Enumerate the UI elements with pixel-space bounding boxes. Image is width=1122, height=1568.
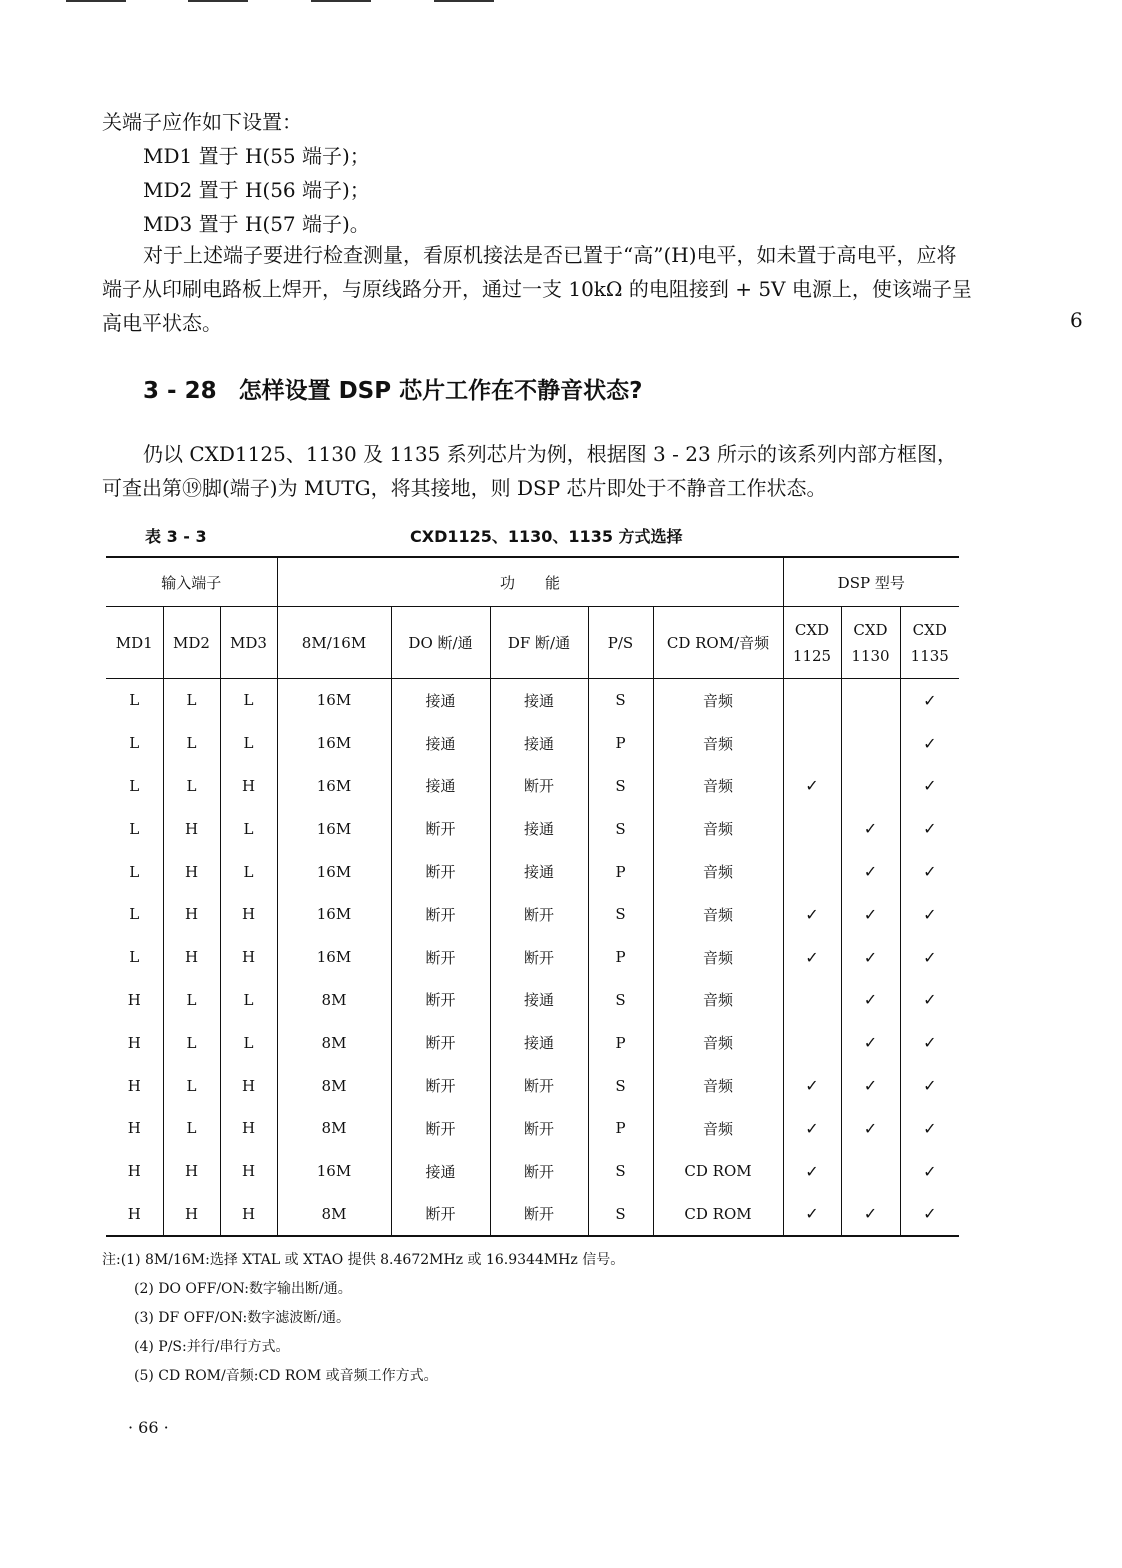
table-row: [106, 979, 959, 1022]
table-cell: 断开: [391, 807, 490, 850]
column-header: DF 断/通: [490, 607, 588, 679]
check-cell: ✓: [841, 1193, 900, 1237]
table-cell: H: [220, 1193, 277, 1237]
check-cell: ✓: [783, 893, 841, 936]
table-cell: 接通: [391, 1150, 490, 1193]
table-cell: L: [163, 1021, 220, 1064]
table-cell: L: [163, 1064, 220, 1107]
table-cell: H: [163, 807, 220, 850]
table-cell: P: [588, 850, 653, 893]
table-row: [106, 679, 959, 722]
check-cell: [841, 679, 900, 722]
note-item: (2) DO OFF/ON:数字输出断/通。: [134, 1281, 352, 1297]
table-cell: 音频: [653, 936, 783, 979]
edge-mark: 6: [1070, 308, 1083, 332]
table-cell: 音频: [653, 979, 783, 1022]
table-cell: H: [127, 1119, 141, 1138]
table-cell: L: [129, 948, 140, 967]
scan-rule: [434, 0, 494, 2]
table-cell: 断开: [391, 1107, 490, 1150]
table-cell: 接通: [490, 679, 588, 722]
table-cell: L: [129, 905, 140, 924]
table-cell: 音频: [653, 893, 783, 936]
check-cell: ✓: [841, 979, 900, 1022]
table-row: [106, 1064, 959, 1107]
table-cell: L: [220, 1021, 277, 1064]
table-cell: 16M: [277, 850, 391, 893]
table-cell: 接通: [391, 679, 490, 722]
table-cell: 断开: [490, 936, 588, 979]
table-cell: 16M: [277, 679, 391, 722]
check-cell: ✓: [900, 765, 959, 808]
section-title: 怎样设置 DSP 芯片工作在不静音状态?: [238, 378, 643, 404]
check-cell: ✓: [783, 1193, 841, 1237]
check-cell: ✓: [841, 893, 900, 936]
table-cell: 断开: [490, 1064, 588, 1107]
check-cell: ✓: [900, 807, 959, 850]
scan-rule: [311, 0, 371, 2]
table-cell: 8M: [277, 1107, 391, 1150]
table-cell: S: [588, 1064, 653, 1107]
intro-md1: MD1 置于 H(55 端子)；: [143, 144, 370, 168]
table-cell: 接通: [490, 850, 588, 893]
table-cell: 断开: [391, 936, 490, 979]
check-cell: ✓: [783, 765, 841, 808]
table-cell: 音频: [653, 722, 783, 765]
table-cell: 8M: [277, 979, 391, 1022]
scan-rule: [66, 0, 126, 2]
table-cell: S: [588, 893, 653, 936]
table-cell: H: [220, 1107, 277, 1150]
table-row: [106, 1107, 959, 1150]
check-cell: ✓: [900, 936, 959, 979]
check-cell: ✓: [841, 1064, 900, 1107]
table-cell: H: [220, 765, 277, 808]
table-cell: 8M: [277, 1193, 391, 1237]
table-cell: 16M: [277, 936, 391, 979]
table-row: [106, 936, 959, 979]
column-header: 8M/16M: [277, 607, 391, 679]
table-cell: 断开: [391, 1193, 490, 1237]
table-cell: S: [588, 979, 653, 1022]
check-cell: ✓: [841, 850, 900, 893]
table-cell: S: [588, 1193, 653, 1237]
header-inputs: 输入端子: [106, 557, 277, 607]
table-row: [106, 765, 959, 808]
table-cell: L: [163, 979, 220, 1022]
check-cell: ✓: [783, 1150, 841, 1193]
table-cell: H: [163, 1193, 220, 1237]
table-row: [106, 722, 959, 765]
header-function: 功 能: [277, 557, 783, 607]
table-cell: S: [588, 679, 653, 722]
table-cell: CD ROM: [653, 1193, 783, 1237]
check-cell: ✓: [783, 1064, 841, 1107]
scan-rule: [188, 0, 248, 2]
column-header: CXD 1130: [841, 607, 900, 679]
check-cell: ✓: [900, 893, 959, 936]
check-cell: ✓: [900, 850, 959, 893]
check-cell: [783, 1021, 841, 1064]
column-header: MD2: [163, 607, 220, 679]
check-cell: [783, 850, 841, 893]
table-cell: 断开: [490, 765, 588, 808]
check-cell: [783, 979, 841, 1022]
header-dsp: DSP 型号: [783, 557, 959, 607]
table-cell: 断开: [391, 1064, 490, 1107]
table-cell: L: [163, 679, 220, 722]
intro-md3: MD3 置于 H(57 端子)。: [143, 212, 370, 236]
table-cell: 16M: [277, 893, 391, 936]
table-cell: P: [588, 936, 653, 979]
table-cell: 接通: [490, 807, 588, 850]
check-cell: ✓: [900, 722, 959, 765]
check-cell: ✓: [783, 936, 841, 979]
table-cell: 8M: [277, 1021, 391, 1064]
section-body: 仍以 CXD1125、1130 及 1135 系列芯片为例，根据图 3 - 23 所示的该系列内部方框图，可查出第⑲脚(端子)为 MUTG，将其接地，则 DSP 芯片即处于不静音工作状态。: [102, 442, 958, 500]
note-item: (5) CD ROM/音频:CD ROM 或音频工作方式。: [134, 1368, 438, 1384]
table-row: [106, 1193, 959, 1237]
check-cell: [841, 722, 900, 765]
table-cell: 断开: [391, 850, 490, 893]
table-cell: 音频: [653, 850, 783, 893]
mode-select-table: [106, 556, 959, 1237]
check-cell: ✓: [783, 1107, 841, 1150]
table-cell: H: [220, 1064, 277, 1107]
table-row: [106, 1021, 959, 1064]
table-cell: L: [129, 776, 140, 795]
table-cell: S: [588, 765, 653, 808]
table-cell: L: [129, 862, 140, 881]
table-row: [106, 807, 959, 850]
table-cell: H: [220, 1150, 277, 1193]
table-cell: H: [163, 936, 220, 979]
page-number: · 66 ·: [128, 1418, 169, 1437]
table-cell: H: [127, 990, 141, 1009]
table-cell: L: [129, 734, 140, 753]
check-cell: [841, 765, 900, 808]
table-cell: 断开: [490, 893, 588, 936]
check-cell: ✓: [841, 807, 900, 850]
table-cell: 音频: [653, 765, 783, 808]
table-cell: H: [106, 1193, 163, 1237]
table-cell: H: [127, 1162, 141, 1181]
table-cell: S: [588, 1150, 653, 1193]
table-cell: H: [220, 893, 277, 936]
table-cell: L: [129, 819, 140, 838]
table-cell: L: [220, 979, 277, 1022]
table-cell: 音频: [653, 1021, 783, 1064]
table-cell: L: [129, 691, 140, 710]
table-cell: 接通: [391, 765, 490, 808]
table-cell: P: [588, 1107, 653, 1150]
table-cell: 16M: [277, 1150, 391, 1193]
check-cell: [783, 722, 841, 765]
table-cell: H: [220, 936, 277, 979]
check-cell: ✓: [841, 1021, 900, 1064]
check-cell: [841, 1150, 900, 1193]
table-cell: 接通: [490, 1021, 588, 1064]
table-title: CXD1125、1130、1135 方式选择: [410, 527, 683, 546]
column-header: CXD 1135: [900, 607, 959, 679]
table-cell: 接通: [391, 722, 490, 765]
table-cell: 8M: [277, 1064, 391, 1107]
table-cell: 音频: [653, 679, 783, 722]
table-cell: 16M: [277, 807, 391, 850]
table-notes: [102, 1246, 625, 1391]
table-cell: 断开: [490, 1150, 588, 1193]
column-header: CD ROM/音频: [653, 607, 783, 679]
check-cell: ✓: [900, 1107, 959, 1150]
intro-paragraph: 对于上述端子要进行检查测量，看原机接法是否已置于“高”(H)电平，如未置于高电平，应将端子从印刷电路板上焊开，与原线路分开，通过一支 10kΩ 的电阻接到 + 5V 电源上，使该端子呈高电平状态。: [102, 243, 972, 335]
table-cell: CD ROM: [653, 1150, 783, 1193]
table-row: [106, 1150, 959, 1193]
check-cell: [783, 807, 841, 850]
check-cell: ✓: [900, 979, 959, 1022]
table-cell: 断开: [391, 979, 490, 1022]
table-cell: 断开: [391, 893, 490, 936]
table-cell: 音频: [653, 807, 783, 850]
table-cell: H: [163, 1150, 220, 1193]
table-cell: L: [163, 765, 220, 808]
table-cell: H: [163, 850, 220, 893]
table-cell: P: [588, 722, 653, 765]
column-header: P/S: [588, 607, 653, 679]
table-row: [106, 893, 959, 936]
table-cell: 接通: [490, 979, 588, 1022]
column-header: MD1: [106, 607, 163, 679]
table-cell: S: [588, 807, 653, 850]
table-cell: H: [127, 1033, 141, 1052]
check-cell: ✓: [841, 1107, 900, 1150]
section-heading: [143, 372, 642, 405]
table-cell: L: [220, 850, 277, 893]
intro-lead: 关端子应作如下设置：: [102, 110, 302, 134]
table-cell: L: [163, 722, 220, 765]
table-cell: 断开: [391, 1021, 490, 1064]
column-header: MD3: [220, 607, 277, 679]
section-number: 3 - 28: [143, 378, 217, 404]
check-cell: ✓: [841, 936, 900, 979]
table-cell: 16M: [277, 722, 391, 765]
intro-md2: MD2 置于 H(56 端子)；: [143, 178, 370, 202]
note-item: (3) DF OFF/ON:数字滤波断/通。: [134, 1310, 350, 1326]
check-cell: [783, 679, 841, 722]
column-header: DO 断/通: [391, 607, 490, 679]
table-cell: P: [588, 1021, 653, 1064]
note-item: 注:(1) 8M/16M:选择 XTAL 或 XTAO 提供 8.4672MHz 或 16.9344MHz 信号。: [102, 1252, 625, 1268]
table-cell: 音频: [653, 1107, 783, 1150]
note-item: (4) P/S:并行/串行方式。: [134, 1339, 290, 1355]
table-cell: 断开: [490, 1107, 588, 1150]
check-cell: ✓: [900, 1150, 959, 1193]
check-cell: ✓: [900, 679, 959, 722]
table-cell: L: [220, 722, 277, 765]
table-label: 表 3 - 3: [145, 527, 207, 546]
check-cell: ✓: [900, 1064, 959, 1107]
table-row: [106, 850, 959, 893]
check-cell: ✓: [900, 1193, 959, 1237]
column-header: CXD 1125: [783, 607, 841, 679]
table-cell: L: [220, 807, 277, 850]
table-cell: 断开: [490, 1193, 588, 1237]
table-cell: 音频: [653, 1064, 783, 1107]
check-cell: ✓: [900, 1021, 959, 1064]
table-cell: L: [163, 1107, 220, 1150]
table-cell: H: [127, 1076, 141, 1095]
table-cell: 16M: [277, 765, 391, 808]
table-cell: L: [220, 679, 277, 722]
table-cell: H: [163, 893, 220, 936]
table-cell: 接通: [490, 722, 588, 765]
